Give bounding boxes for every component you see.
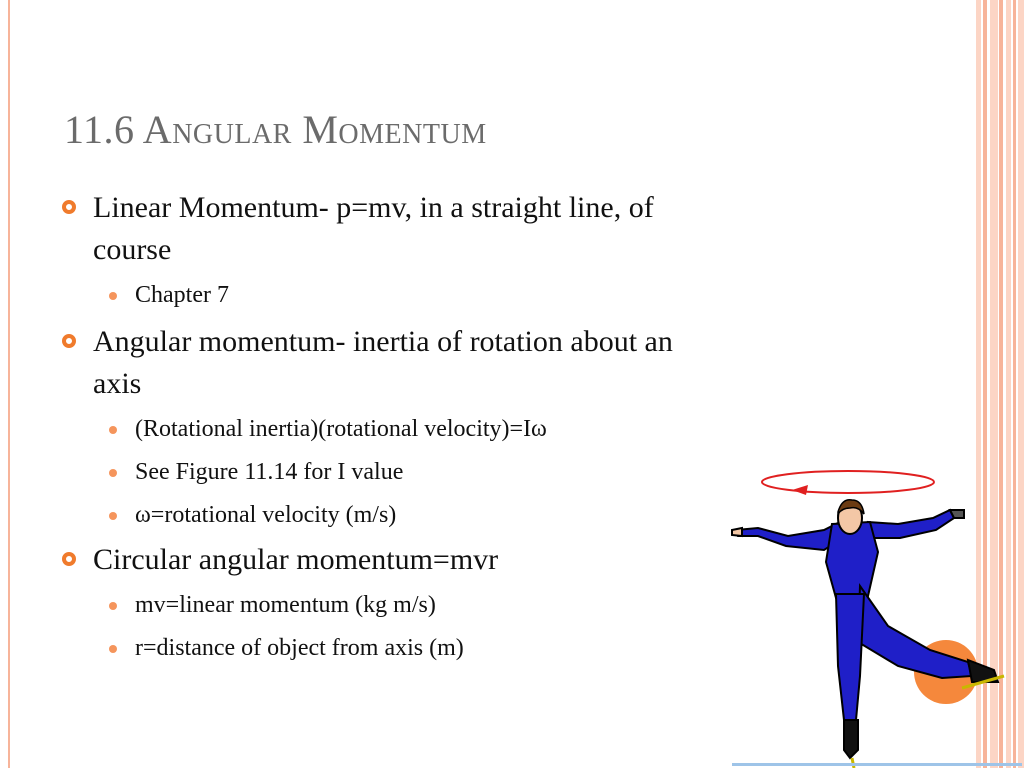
sub-bullet-text: (Rotational inertia)(rotational velocity)=Iω: [135, 416, 547, 442]
bullet-text-line: course: [93, 233, 172, 266]
rotation-arrow-ellipse: [762, 471, 934, 493]
figure-skater-image: [728, 466, 1020, 768]
bullet-ring-icon: [62, 552, 76, 566]
left-border-line: [8, 0, 10, 768]
bullet-item: [62, 321, 882, 405]
bullet-ring-icon: [62, 334, 76, 348]
sub-bullet-text: mv=linear momentum (kg m/s): [135, 592, 436, 618]
bullet-item: [62, 187, 882, 271]
bullet-text-line: Circular angular momentum=mvr: [93, 543, 499, 576]
left-hand: [732, 528, 742, 536]
bullet-dot-icon: [109, 469, 117, 477]
skate-boot-standing: [844, 720, 858, 758]
bullet-dot-icon: [109, 292, 117, 300]
standing-leg: [836, 594, 864, 720]
sub-bullet-text: r=distance of object from axis (m): [135, 635, 464, 661]
sub-bullet-text: See Figure 11.14 for I value: [135, 459, 404, 485]
bottom-accent-line: [732, 763, 1022, 766]
slide-title: 11.6 Angular Momentum: [64, 107, 487, 152]
sub-bullet-text: Chapter 7: [135, 282, 229, 308]
bullet-dot-icon: [109, 426, 117, 434]
sub-bullet-item: [62, 408, 882, 451]
bullet-dot-icon: [109, 645, 117, 653]
bullet-ring-icon: [62, 200, 76, 214]
right-arm: [868, 510, 954, 538]
extended-leg: [858, 586, 972, 678]
bullet-text-line: Linear Momentum- p=mv, in a straight line, of: [93, 191, 654, 224]
bullet-text-line: axis: [93, 367, 142, 400]
sub-bullet-text: ω=rotational velocity (m/s): [135, 502, 397, 528]
rotation-arrowhead: [792, 485, 808, 495]
sub-bullet-item: [62, 274, 882, 317]
bullet-dot-icon: [109, 602, 117, 610]
bullet-text-line: Angular momentum- inertia of rotation about an: [93, 325, 673, 358]
bullet-dot-icon: [109, 512, 117, 520]
